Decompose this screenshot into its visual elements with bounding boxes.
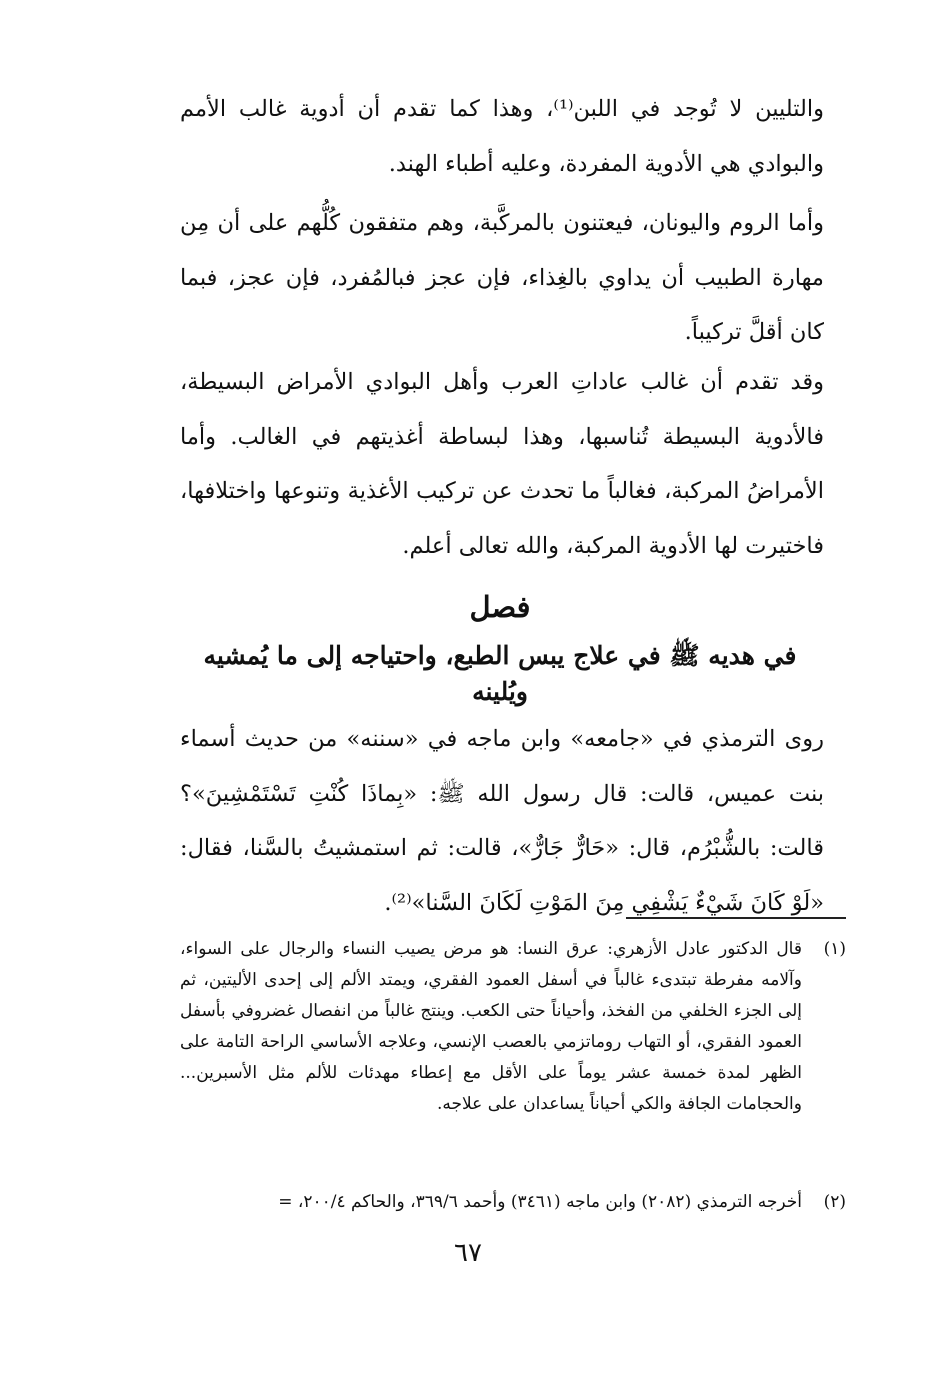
paragraph-simple-diseases: وقد تقدم أن غالب عاداتِ العرب وأهل البوادي الأمراض البسيطة، فالأدوية البسيطة تُناسبها، وهذا لبساطة أغذيتهم في الغالب. وأما الأمراضُ المركبة، فغالباً ما تحدث عن تركيب الأغذية وتنوعها واختلافها، فاختيرت لها الأدوية المركبة، والله تعالى أعلم. [180,369,824,559]
footnote-2 [180,1187,846,1218]
page-number: ٦٧ [454,1238,482,1268]
section-title: في هديه ﷺ في علاج يبس الطبع، واحتياجه إلى ما يُمشيه ويُلينه [203,641,797,706]
section-label: فصل [469,590,531,624]
paragraph-greeks-compound: وأما الروم واليونان، فيعتنون بالمركَّبة، وهم متفقون كُلُّهم على أن مِن مهارة الطبيب أن يداوي بالغِذاء، فإن عجز فبالمُفرد، فإن عجز، فبما كان أقلَّ تركيباً. [180,210,824,345]
paragraph-hadith: روى الترمذي في «جامعه» وابن ماجه في «سننه» من حديث أسماء بنت عميس، قالت: قال رسول الله ﷺ: «بِماذَا كُنْتِ تَسْتَمْشِينَ»؟ قالت: بالشُّبْرُم، قال: «حَارٌّ جَارٌّ»، قالت: ثم استمشيتُ بالسَّنا، فقال: «لَوْ كَانَ شَيْءٌ يَشْفِي مِنَ المَوْتِ لَكَانَ السَّنا»⁽²⁾. [180,726,824,916]
footnote-1 [180,934,846,1120]
footnote-number: (٢) [823,1192,846,1212]
footnote-number: (١) [823,939,846,959]
paragraph-simple-remedies: والتليين لا تُوجد في اللبن⁽¹⁾، وهذا كما تقدم أن أدوية غالب الأمم والبوادي هي الأدوية المفردة، وعليه أطباء الهند. [180,96,824,177]
footnote-text: أخرجه الترمذي (٢٠٨٢) وابن ماجه (٣٤٦١) وأحمد ٣٦٩/٦، والحاكم ٢٠٠/٤، = [278,1192,802,1212]
footnote-separator [626,917,846,919]
footnote-text: قال الدكتور عادل الأزهري: عرق النسا: هو مرض يصيب النساء والرجال على السواء، وآلامه مفرطة تبتدىء غالباً في أسفل العمود الفقري، ويمتد الألم إلى إحدى الأليتين، ثم إلى الجزء الخلفي من الفخذ، وأحياناً حتى الكعب. وينتج غالباً من انفصال غضروفي بأسفل العمود الفقري، أو التهاب روماتزمي بالعصب الإنسي، وعلاجه الأساسي الراحة التامة على الظهر لمدة خمسة عشر يوماً على الأقل مع إعطاء مهدئات للألم مثل الأسبرين... والحجامات الجافة والكي أحياناً يساعدان على علاجه. [180,939,802,1114]
